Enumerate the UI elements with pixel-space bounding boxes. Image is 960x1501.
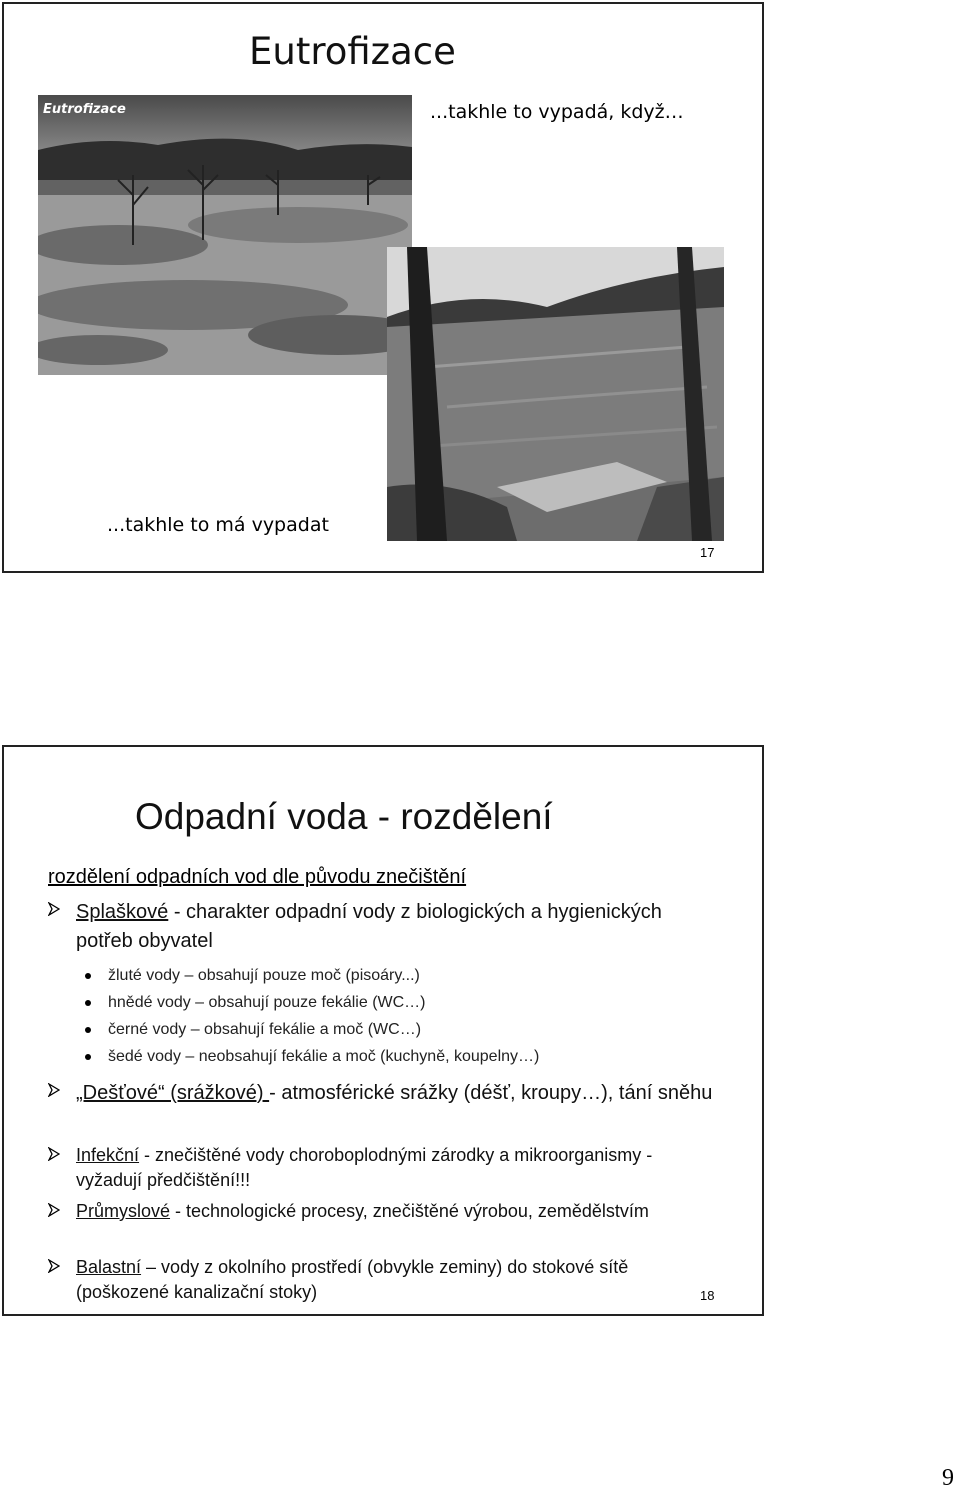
arrowhead-bullet-icon — [48, 1147, 60, 1161]
arrowhead-bullet-icon — [48, 902, 60, 916]
bullet-dot-icon — [85, 973, 91, 979]
eutrophic-lake-photo — [38, 95, 412, 375]
clean-lake-image — [387, 247, 724, 541]
slide-18-page-number: 18 — [700, 1288, 715, 1303]
section-heading: rozdělení odpadních vod dle původu znečištění — [48, 866, 467, 888]
slide-18-title: Odpadní voda - rozdělení — [135, 796, 553, 837]
item-description: - charakter odpadní vody z biologických a hygienických potřeb obyvatel — [76, 901, 662, 952]
item-description: – vody z okolního prostředí (obvykle zeminy) do stokové sítě (poškozené kanalizační stoky) — [76, 1257, 629, 1302]
item-term: Splaškové — [76, 901, 169, 923]
caption-current-state: ...takhle to vypadá, když… — [430, 101, 684, 123]
caption-desired-state: ...takhle to má vypadat — [107, 514, 329, 536]
clean-lake-photo — [387, 247, 724, 541]
slide-17-page-number: 17 — [700, 545, 715, 560]
eutrophic-lake-image — [38, 95, 412, 375]
item-term: Infekční — [76, 1145, 140, 1165]
arrowhead-bullet-icon — [48, 1259, 60, 1273]
bullet-dot-icon — [85, 1000, 91, 1006]
bullet-dot-icon — [85, 1054, 91, 1060]
arrowhead-bullet-icon — [48, 1203, 60, 1217]
item-description: - atmosférické srážky (déšť, kroupy…), tání sněhu — [269, 1082, 713, 1104]
photo-label: Eutrofizace — [43, 102, 126, 117]
item-term: Balastní — [76, 1257, 142, 1277]
item-term: Průmyslové — [76, 1201, 171, 1221]
slide-17-title: Eutrofizace — [249, 30, 456, 73]
arrowhead-bullet-icon — [48, 1083, 60, 1097]
sheet-page-number: 9 — [942, 1465, 954, 1491]
bullet-dot-icon — [85, 1027, 91, 1033]
item-description: - znečištěné vody choroboplodnými zárodky a mikroorganismy - vyžadují předčištění!!! — [76, 1145, 653, 1190]
item-term: „Dešťové“ (srážkové) — [76, 1082, 270, 1104]
item-description: - technologické procesy, znečištěné výrobou, zemědělstvím — [170, 1201, 649, 1221]
